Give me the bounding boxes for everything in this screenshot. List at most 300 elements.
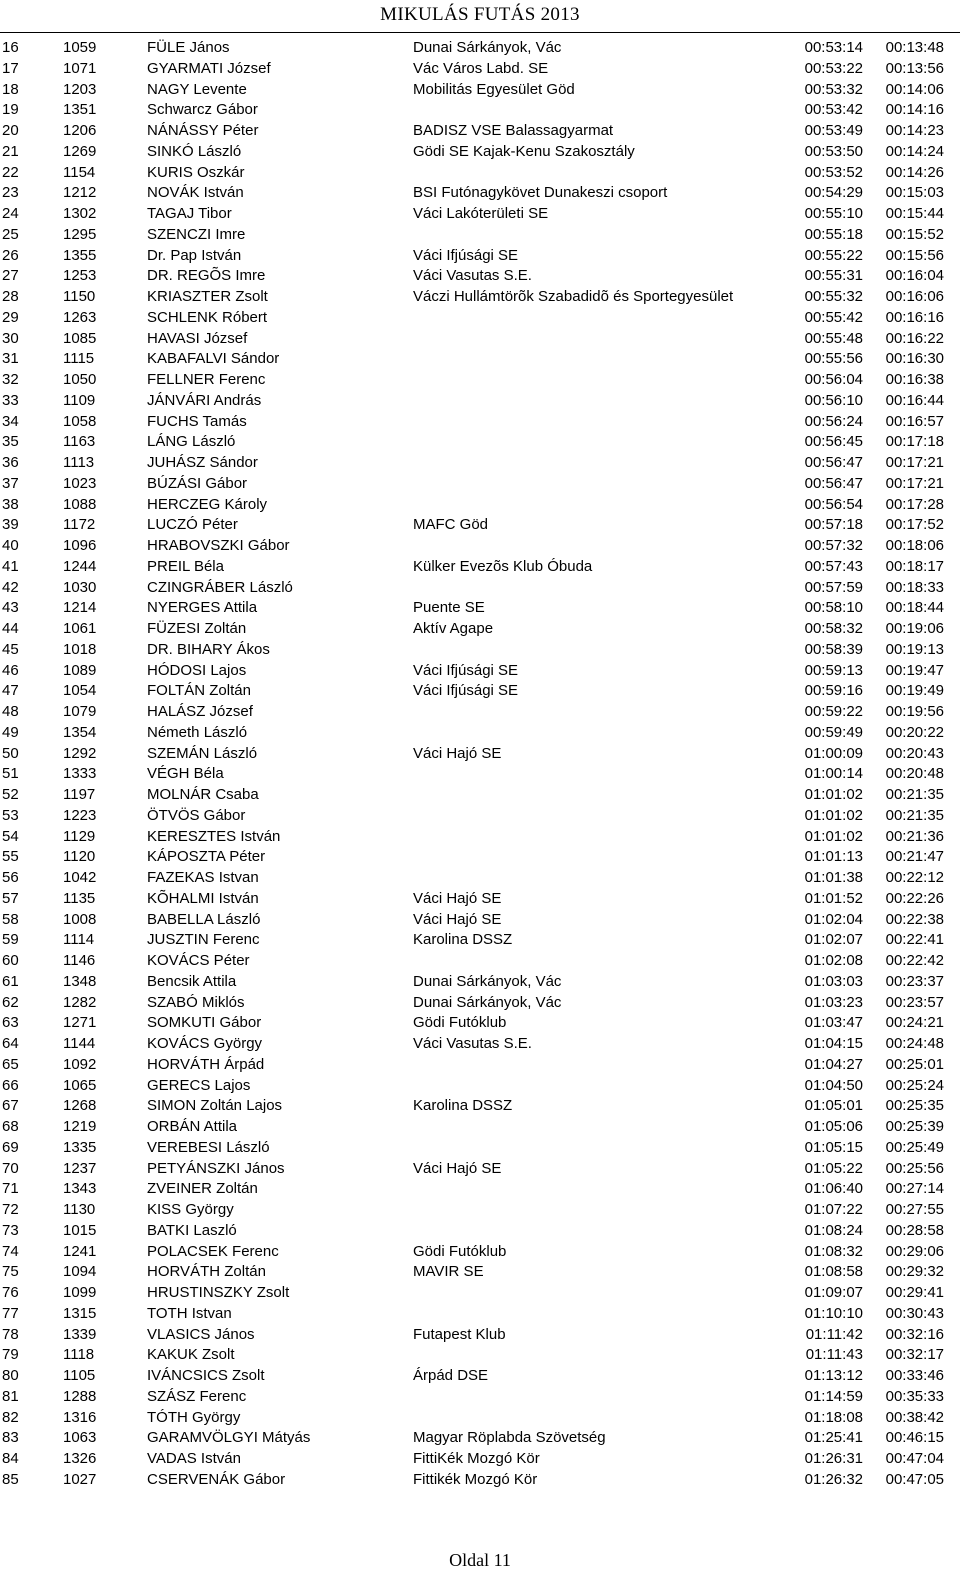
cell-place: 63 (2, 1014, 19, 1032)
cell-diff: 00:32:16 (885, 1325, 944, 1343)
cell-name: ZVEINER Zoltán (147, 1180, 258, 1198)
cell-place: 60 (2, 952, 19, 969)
cell-club: Magyar Röplabda Szövetség (413, 1429, 606, 1447)
cell-time: 01:18:08 (804, 1408, 863, 1426)
cell-club: Aktív Agape (413, 620, 494, 637)
table-row (0, 474, 960, 495)
cell-bib: 1268 (63, 1097, 97, 1115)
cell-club: Puente SE (413, 599, 485, 617)
cell-bib: 1058 (63, 412, 97, 430)
cell-time: 00:57:59 (804, 578, 863, 596)
cell-name: PETYÁNSZKI János (147, 1159, 285, 1177)
cell-place: 73 (2, 1221, 19, 1239)
cell-diff: 00:16:04 (885, 267, 944, 285)
cell-bib: 1099 (63, 1284, 97, 1301)
cell-diff: 00:19:47 (885, 661, 944, 679)
table-row (0, 847, 960, 868)
cell-bib: 1223 (63, 806, 97, 824)
cell-place: 27 (2, 267, 19, 285)
cell-diff: 00:14:26 (885, 163, 944, 181)
cell-time: 00:56:24 (804, 412, 863, 430)
cell-place: 84 (2, 1450, 19, 1467)
cell-diff: 00:25:35 (885, 1097, 944, 1115)
cell-bib: 1203 (63, 80, 97, 98)
cell-place: 66 (2, 1076, 19, 1094)
cell-bib: 1163 (63, 433, 96, 451)
cell-diff: 00:29:32 (885, 1263, 944, 1281)
cell-club: Váci Ifjúsági SE (413, 246, 519, 264)
cell-place: 48 (2, 703, 19, 720)
table-row (0, 1345, 960, 1366)
page-number: Oldal 11 (449, 1550, 511, 1570)
cell-time: 00:54:29 (804, 184, 863, 202)
cell-name: DR. BIHARY Ákos (147, 640, 270, 658)
table-row (0, 1076, 960, 1097)
cell-club: Dunai Sárkányok, Vác (413, 39, 562, 56)
cell-diff: 00:13:48 (885, 39, 944, 56)
cell-diff: 00:24:21 (885, 1014, 944, 1032)
cell-time: 00:53:32 (804, 80, 863, 98)
cell-name: TOTH Istvan (147, 1304, 232, 1322)
cell-bib: 1237 (63, 1159, 97, 1177)
table-row (0, 1034, 960, 1055)
cell-bib: 1129 (63, 827, 96, 845)
cell-place: 28 (2, 288, 19, 305)
cell-time: 01:25:41 (804, 1429, 863, 1447)
cell-time: 01:03:47 (804, 1014, 863, 1032)
cell-bib: 1197 (63, 786, 96, 803)
cell-place: 35 (2, 433, 19, 451)
cell-diff: 00:33:46 (885, 1367, 944, 1384)
cell-place: 37 (2, 474, 19, 492)
cell-place: 49 (2, 723, 19, 741)
cell-bib: 1094 (63, 1263, 97, 1281)
cell-club: Vác Város Labd. SE (413, 59, 549, 77)
cell-bib: 1042 (63, 869, 97, 886)
cell-bib: 1351 (63, 101, 97, 119)
cell-time: 01:00:14 (804, 765, 863, 783)
cell-place: 83 (2, 1429, 19, 1447)
cell-place: 36 (2, 454, 19, 471)
cell-place: 41 (2, 557, 19, 575)
cell-bib: 1206 (63, 122, 97, 139)
cell-club: Árpád DSE (413, 1367, 489, 1384)
cell-time: 00:56:45 (804, 433, 863, 451)
header-divider (0, 32, 960, 33)
cell-place: 56 (2, 869, 19, 886)
cell-diff: 00:19:49 (885, 682, 944, 700)
cell-bib: 1065 (63, 1076, 97, 1094)
table-row (0, 661, 960, 682)
cell-place: 54 (2, 827, 19, 845)
cell-club: Gödi Futóklub (413, 1242, 507, 1260)
table-row (0, 391, 960, 412)
table-row (0, 495, 960, 516)
cell-club: Karolina DSSZ (413, 1097, 513, 1115)
cell-diff: 00:35:33 (885, 1387, 944, 1405)
cell-name: Schwarcz Gábor (147, 101, 258, 119)
cell-name: IVÁNCSICS Zsolt (147, 1367, 265, 1384)
cell-diff: 00:16:38 (885, 371, 944, 388)
cell-place: 68 (2, 1118, 19, 1135)
table-row (0, 370, 960, 391)
cell-bib: 1113 (63, 454, 95, 471)
table-row (0, 1262, 960, 1283)
cell-place: 71 (2, 1180, 19, 1198)
cell-name: HORVÁTH Zoltán (147, 1263, 266, 1281)
cell-time: 00:58:39 (804, 640, 863, 658)
cell-time: 00:55:56 (804, 350, 863, 368)
table-row (0, 1470, 960, 1491)
cell-time: 01:04:50 (804, 1076, 863, 1094)
cell-time: 01:07:22 (804, 1201, 863, 1218)
cell-bib: 1150 (63, 288, 96, 305)
cell-club: MAVIR SE (413, 1263, 484, 1281)
cell-diff: 00:14:24 (885, 142, 944, 160)
cell-bib: 1295 (63, 225, 97, 243)
cell-time: 01:08:58 (804, 1263, 863, 1281)
cell-diff: 00:25:39 (885, 1118, 944, 1135)
cell-place: 78 (2, 1325, 19, 1343)
cell-place: 51 (2, 765, 19, 783)
table-row (0, 515, 960, 536)
cell-club: Váci Lakóterületi SE (413, 205, 549, 222)
cell-bib: 1120 (63, 848, 96, 866)
cell-club: Váci Ifjúsági SE (413, 682, 519, 700)
cell-place: 19 (2, 101, 19, 119)
table-row (0, 183, 960, 204)
cell-name: SCHLENK Róbert (147, 308, 268, 326)
table-row (0, 744, 960, 765)
cell-bib: 1282 (63, 993, 97, 1011)
cell-time: 01:01:38 (804, 869, 863, 886)
cell-diff: 00:19:06 (885, 620, 944, 637)
cell-name: BABELLA László (147, 910, 261, 928)
cell-diff: 00:22:42 (885, 952, 944, 969)
table-row (0, 1117, 960, 1138)
cell-place: 82 (2, 1408, 19, 1426)
table-row (0, 1304, 960, 1325)
cell-place: 50 (2, 744, 19, 762)
cell-place: 24 (2, 205, 19, 222)
cell-club: Gödi Futóklub (413, 1014, 507, 1032)
cell-name: BATKI Laszló (147, 1221, 237, 1239)
table-row (0, 930, 960, 951)
table-row (0, 38, 960, 59)
cell-club: Váci Hajó SE (413, 744, 502, 762)
cell-place: 38 (2, 495, 19, 513)
cell-time: 01:08:24 (804, 1221, 863, 1239)
cell-place: 39 (2, 516, 19, 534)
cell-name: GYARMATI József (147, 59, 271, 77)
cell-club: BSI Futónagykövet Dunakeszi csoport (413, 184, 668, 202)
cell-name: VLASICS János (147, 1325, 255, 1343)
cell-name: KAKUK Zsolt (147, 1346, 235, 1364)
cell-diff: 00:25:56 (885, 1159, 944, 1177)
cell-name: VÉGH Béla (147, 765, 224, 783)
cell-bib: 1063 (63, 1429, 97, 1447)
cell-diff: 00:29:06 (885, 1242, 944, 1260)
cell-name: NOVÁK István (147, 184, 244, 202)
cell-diff: 00:23:57 (885, 993, 944, 1011)
cell-place: 47 (2, 682, 19, 700)
cell-diff: 00:25:24 (885, 1076, 944, 1094)
cell-time: 01:14:59 (804, 1387, 863, 1405)
cell-diff: 00:21:35 (885, 806, 944, 824)
cell-name: KISS György (147, 1201, 234, 1218)
cell-time: 00:53:52 (804, 163, 863, 181)
cell-bib: 1354 (63, 723, 97, 741)
table-row (0, 993, 960, 1014)
table-row (0, 806, 960, 827)
cell-name: NÁNÁSSY Péter (147, 122, 259, 139)
cell-place: 76 (2, 1284, 19, 1301)
cell-diff: 00:15:44 (885, 205, 944, 222)
cell-name: SIMON Zoltán Lajos (147, 1097, 283, 1115)
cell-bib: 1018 (63, 640, 97, 658)
cell-bib: 1027 (63, 1470, 97, 1488)
cell-name: HAVASI József (147, 329, 248, 347)
cell-name: PREIL Béla (147, 557, 224, 575)
cell-place: 45 (2, 640, 19, 658)
cell-time: 00:56:47 (804, 474, 863, 492)
cell-place: 42 (2, 578, 19, 596)
cell-place: 18 (2, 80, 19, 98)
cell-time: 00:53:14 (804, 39, 863, 56)
cell-diff: 00:24:48 (885, 1035, 944, 1052)
cell-time: 00:55:31 (804, 267, 863, 285)
cell-name: FOLTÁN Zoltán (147, 682, 251, 700)
cell-place: 40 (2, 537, 19, 554)
cell-name: SZABÓ Miklós (147, 993, 245, 1011)
table-row (0, 764, 960, 785)
cell-diff: 00:17:52 (885, 516, 944, 534)
cell-bib: 1059 (63, 39, 97, 56)
table-row (0, 142, 960, 163)
cell-diff: 00:17:21 (885, 474, 944, 492)
cell-bib: 1061 (63, 620, 97, 637)
cell-bib: 1214 (63, 599, 97, 617)
cell-diff: 00:20:22 (885, 723, 944, 741)
cell-place: 34 (2, 412, 19, 430)
cell-name: FUCHS Tamás (147, 412, 247, 430)
cell-diff: 00:29:41 (885, 1284, 944, 1301)
cell-bib: 1263 (63, 308, 97, 326)
cell-diff: 00:22:38 (885, 910, 944, 928)
cell-bib: 1292 (63, 744, 97, 762)
cell-bib: 1315 (63, 1304, 97, 1322)
cell-place: 65 (2, 1055, 19, 1073)
cell-bib: 1008 (63, 910, 97, 928)
cell-name: HERCZEG Károly (147, 495, 268, 513)
cell-place: 67 (2, 1097, 19, 1115)
cell-diff: 00:32:17 (885, 1346, 944, 1364)
cell-bib: 1253 (63, 267, 97, 285)
cell-diff: 00:13:56 (885, 59, 944, 77)
cell-club: Futapest Klub (413, 1325, 506, 1343)
cell-bib: 1085 (63, 329, 97, 347)
cell-place: 26 (2, 246, 19, 264)
table-row (0, 1159, 960, 1180)
cell-place: 64 (2, 1035, 19, 1052)
cell-time: 00:55:42 (804, 308, 863, 326)
cell-place: 53 (2, 806, 19, 824)
cell-bib: 1219 (63, 1118, 97, 1135)
table-row (0, 1428, 960, 1449)
cell-place: 20 (2, 122, 19, 139)
cell-diff: 00:14:23 (885, 122, 944, 139)
table-row (0, 557, 960, 578)
cell-diff: 00:22:12 (885, 869, 944, 886)
table-row (0, 163, 960, 184)
table-row (0, 1242, 960, 1263)
cell-time: 00:55:10 (804, 205, 863, 222)
cell-name: Németh László (147, 723, 248, 741)
table-row (0, 702, 960, 723)
cell-club: Váci Vasutas S.E. (413, 1035, 532, 1052)
cell-diff: 00:17:28 (885, 495, 944, 513)
cell-name: FELLNER Ferenc (147, 371, 266, 388)
cell-diff: 00:16:22 (885, 329, 944, 347)
cell-time: 00:59:22 (804, 703, 863, 720)
cell-place: 59 (2, 931, 19, 949)
table-row (0, 1387, 960, 1408)
cell-place: 75 (2, 1263, 19, 1281)
table-row (0, 100, 960, 121)
cell-place: 70 (2, 1159, 19, 1177)
table-row (0, 1138, 960, 1159)
cell-name: FÜZESI Zoltán (147, 620, 247, 637)
cell-bib: 1079 (63, 703, 97, 720)
cell-diff: 00:15:03 (885, 184, 944, 202)
table-row (0, 598, 960, 619)
table-row (0, 349, 960, 370)
cell-bib: 1105 (63, 1367, 96, 1384)
table-row (0, 121, 960, 142)
cell-bib: 1050 (63, 371, 97, 388)
cell-diff: 00:38:42 (885, 1408, 944, 1426)
results-table (0, 38, 960, 1491)
cell-time: 01:03:03 (804, 972, 863, 990)
cell-club: Váczi Hullámtörõk Szabadidõ és Sportegyesület (413, 288, 734, 305)
cell-name: GERECS Lajos (147, 1076, 251, 1094)
cell-place: 16 (2, 39, 19, 56)
cell-club: Váci Hajó SE (413, 910, 502, 928)
cell-time: 01:04:27 (804, 1055, 863, 1073)
cell-name: NAGY Levente (147, 80, 247, 98)
cell-name: LUCZÓ Péter (147, 516, 238, 534)
table-row (0, 889, 960, 910)
cell-diff: 00:16:16 (885, 308, 944, 326)
cell-diff: 00:21:47 (885, 848, 944, 866)
cell-name: SZENCZI Imre (147, 225, 246, 243)
cell-diff: 00:23:37 (885, 972, 944, 990)
cell-place: 29 (2, 308, 19, 326)
cell-club: Váci Vasutas S.E. (413, 267, 532, 285)
table-row (0, 1221, 960, 1242)
cell-club: Dunai Sárkányok, Vác (413, 972, 562, 990)
cell-diff: 00:18:33 (885, 578, 944, 596)
cell-time: 00:59:16 (804, 682, 863, 700)
cell-diff: 00:20:48 (885, 765, 944, 783)
cell-club: Dunai Sárkányok, Vác (413, 993, 562, 1011)
cell-bib: 1023 (63, 474, 97, 492)
cell-bib: 1144 (63, 1035, 96, 1052)
cell-diff: 00:27:14 (885, 1180, 944, 1198)
cell-time: 00:57:18 (804, 516, 863, 534)
cell-bib: 1088 (63, 495, 97, 513)
cell-place: 61 (2, 972, 19, 990)
cell-time: 00:58:10 (804, 599, 863, 617)
table-row (0, 536, 960, 557)
table-row (0, 246, 960, 267)
cell-diff: 00:47:04 (885, 1450, 944, 1467)
cell-name: GARAMVÖLGYI Mátyás (147, 1429, 311, 1447)
cell-time: 00:56:47 (804, 454, 863, 471)
table-row (0, 1179, 960, 1200)
cell-bib: 1135 (63, 889, 96, 907)
table-row (0, 785, 960, 806)
cell-time: 00:56:10 (804, 391, 863, 409)
cell-name: SOMKUTI Gábor (147, 1014, 262, 1032)
cell-name: FÜLE János (147, 39, 230, 56)
cell-time: 01:13:12 (804, 1367, 863, 1384)
cell-place: 17 (2, 59, 19, 77)
cell-diff: 00:14:06 (885, 80, 944, 98)
cell-name: SZEMÁN László (147, 744, 258, 762)
cell-bib: 1241 (63, 1242, 97, 1260)
table-row (0, 80, 960, 101)
cell-place: 69 (2, 1138, 19, 1156)
cell-diff: 00:21:36 (885, 827, 944, 845)
cell-name: TAGAJ Tibor (147, 205, 232, 222)
cell-place: 31 (2, 350, 19, 368)
cell-diff: 00:14:16 (885, 101, 944, 119)
cell-bib: 1118 (63, 1346, 95, 1364)
cell-place: 44 (2, 620, 19, 637)
cell-place: 74 (2, 1242, 19, 1260)
cell-diff: 00:25:01 (885, 1055, 944, 1073)
cell-place: 57 (2, 889, 19, 907)
cell-name: VEREBESI László (147, 1138, 270, 1156)
table-row (0, 723, 960, 744)
cell-bib: 1316 (63, 1408, 97, 1426)
cell-time: 01:01:02 (804, 786, 863, 803)
cell-name: POLACSEK Ferenc (147, 1242, 279, 1260)
cell-name: KURIS Oszkár (147, 163, 245, 181)
cell-bib: 1109 (63, 391, 96, 409)
cell-bib: 1130 (63, 1201, 96, 1218)
cell-time: 01:05:01 (804, 1097, 863, 1115)
cell-name: BÚZÁSI Gábor (147, 474, 248, 492)
table-row (0, 619, 960, 640)
cell-place: 77 (2, 1304, 19, 1322)
cell-diff: 00:17:21 (885, 454, 944, 471)
table-row (0, 225, 960, 246)
cell-place: 33 (2, 391, 19, 409)
cell-time: 01:05:06 (804, 1118, 863, 1135)
cell-bib: 1071 (63, 59, 97, 77)
cell-name: Bencsik Attila (147, 972, 237, 990)
cell-diff: 00:19:56 (885, 703, 944, 720)
cell-time: 01:02:08 (804, 952, 863, 969)
cell-time: 00:55:32 (804, 288, 863, 305)
cell-time: 01:06:40 (804, 1180, 863, 1198)
cell-time: 00:56:54 (804, 495, 863, 513)
cell-name: NYERGES Attila (147, 599, 258, 617)
cell-bib: 1054 (63, 682, 97, 700)
cell-diff: 00:47:05 (885, 1470, 944, 1488)
